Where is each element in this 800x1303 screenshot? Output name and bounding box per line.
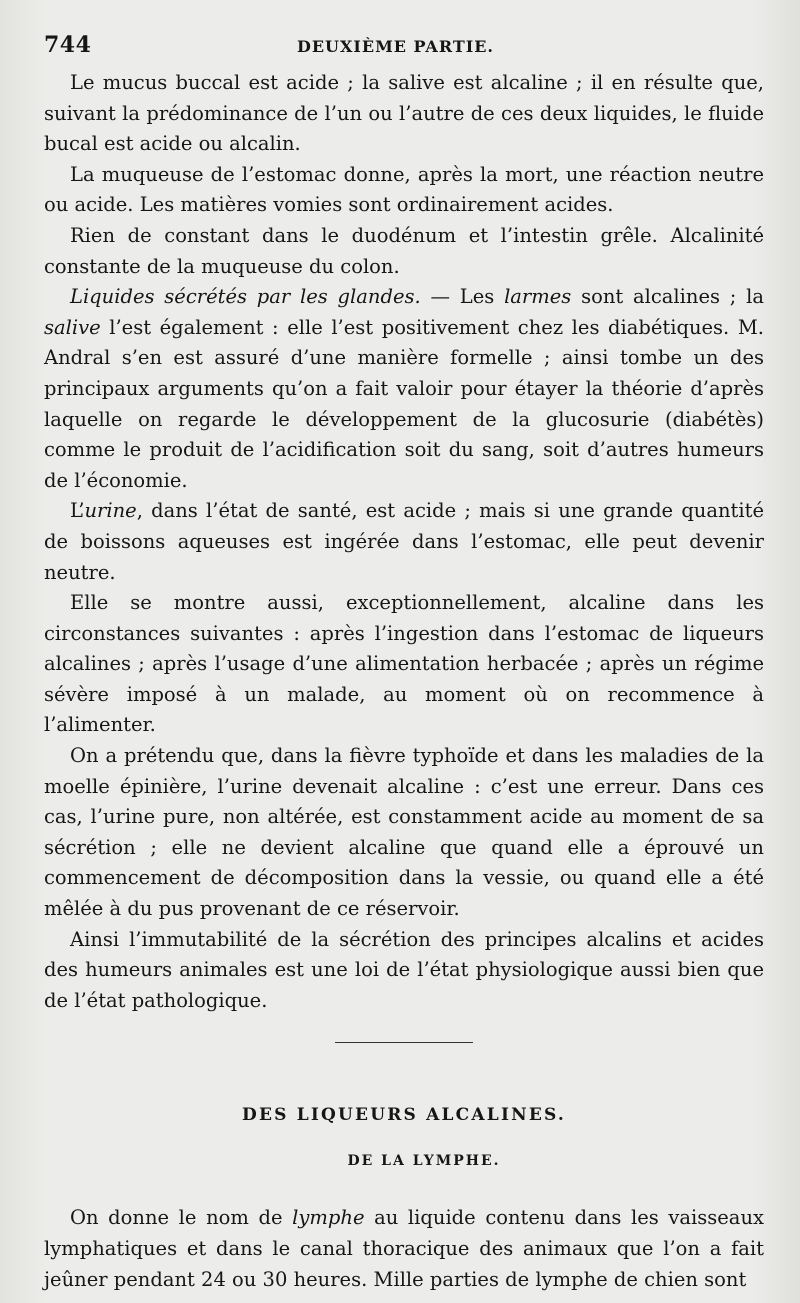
running-head: DEUXIÈME PARTIE. — [296, 37, 494, 56]
subsection-title: DE LA LYMPHE. — [347, 1153, 501, 1170]
page-number: 744 — [44, 32, 92, 58]
text-run: l’est également : elle l’est positivement chez les diabétiques. M. Andral s’en est assuré d’une manière formelle ; ainsi tombe un des principaux arguments qu’on a fait valoir pour étayer la théorie d’après laquelle on regarde le développement de la glucosurie (diabétès) comme le produit de l’acidification soit du sang, soit d’autres humeurs de l’économie. — [44, 315, 764, 492]
text-run: , dans l’état de santé, est acide ; mais si une grande quantité de boissons aqueuses est ingérée dans l’estomac, elle peut devenir neutre. — [44, 499, 764, 584]
paragraph-immutabilite: Ainsi l’immutabilité de la sécrétion des principes alcalins et acides des humeurs animales est une loi de l’état physiologique aussi bien que de l’état pathologique. — [44, 927, 764, 1012]
italic-word-lymphe: lymphe — [292, 1206, 365, 1230]
italic-word-salive: salive — [44, 315, 101, 339]
text-run: On donne le nom de — [70, 1206, 293, 1230]
page-header — [44, 32, 764, 68]
italic-word-larmes: larmes — [504, 285, 572, 309]
paragraph-urine — [44, 496, 764, 588]
paragraph-estomac: La muqueuse de l’estomac donne, après la mort, une réaction neutre ou acide. Les matières vomies sont ordinairement acides. — [44, 162, 764, 217]
paragraph-fievre: On a prétendu que, dans la fièvre typhoïde et dans les maladies de la moelle épinière, l’urine devenait alcaline : c’est une erreur. Dans ces cas, l’urine pure, non altérée, est constamment acide au moment de sa sécrétion ; elle ne devient alcaline que quand elle a éprouvé un commencement de décomposition dans la vessie, ou quand elle a été mêlée à du pus provenant de ce réservoir. — [44, 744, 764, 921]
paragraph-lymphe — [44, 1203, 764, 1295]
paragraph-duodenum: Rien de constant dans le duodénum et l’intestin grêle. Alcalinité constante de la muqueuse du colon. — [44, 223, 764, 278]
paragraph-mucus: Le mucus buccal est acide ; la salive est alcaline ; il en résulte que, suivant la prédominance de l’un ou l’autre de ces deux liquides, le fluide bucal est acide ou alcalin. — [44, 71, 764, 156]
body-text — [44, 68, 764, 1016]
italic-word-urine: urine — [84, 499, 137, 523]
paragraph-liquides-secretes — [44, 282, 764, 496]
text-run: — Les — [420, 285, 505, 309]
section-divider — [335, 1042, 473, 1043]
text-run: sont alcalines ; la — [571, 285, 764, 309]
body-text-lymphe — [44, 1203, 764, 1295]
italic-lead: Liquides sécrétés par les glandes. — [70, 285, 421, 309]
paragraph-exceptions: Elle se montre aussi, exceptionnellement, alcaline dans les circonstances suivantes : après l’ingestion dans l’estomac de liqueurs alcalines ; après l’usage d’une alimentation herbacée ; après un régime sévère imposé à un malade, au moment où on recommence à l’alimenter. — [44, 591, 764, 737]
text-run: L’ — [70, 499, 85, 523]
section-title: DES LIQUEURS ALCALINES. — [242, 1105, 566, 1126]
text-run: au liquide contenu dans les vaisseaux lymphatiques et dans le canal thoracique des animaux que l’on a fait jeûner pendant 24 ou 30 heures. Mille parties de lymphe de chien sont — [44, 1206, 764, 1291]
